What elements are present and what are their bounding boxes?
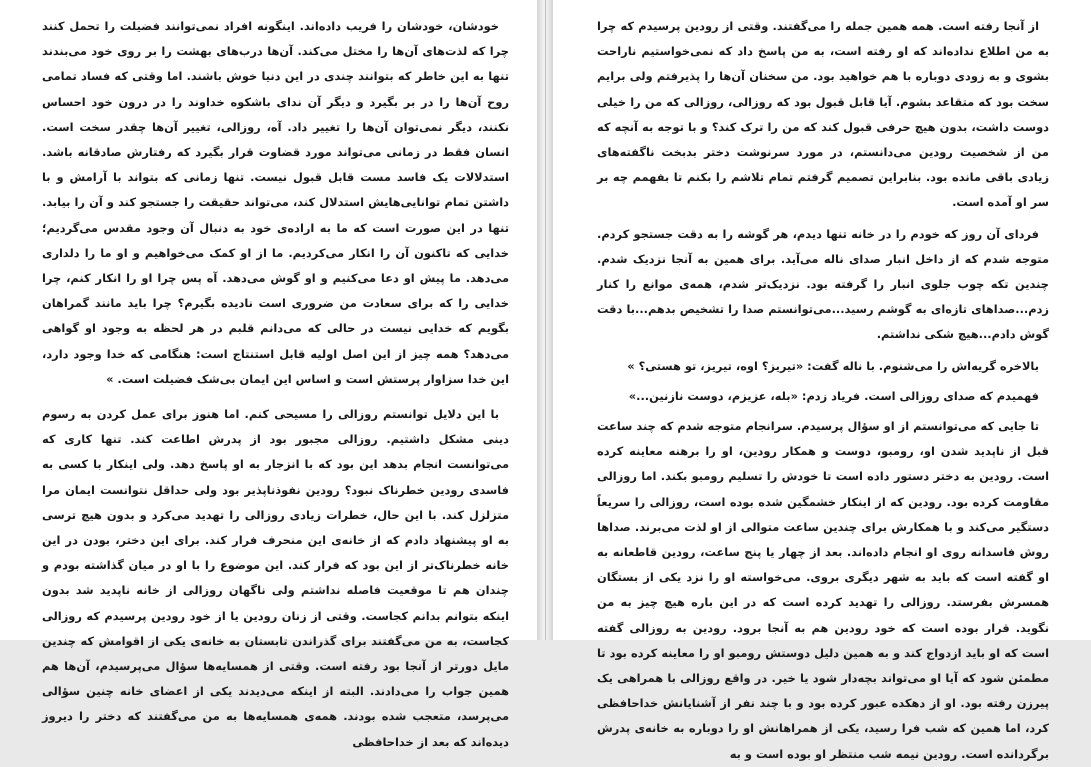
right-page bbox=[553, 0, 1091, 761]
right-paragraph-5: تا جایی که می‌توانستم از او سؤال پرسیدم. سرانجام متوجه شدم که چند ساعت قبل از ناپدید شدن او، رومبو، دوست و همکار رودین، او را برهنه معاینه کرده است. رودین به دختر دستور داده است تا خودش را تسلیم رومبو بکند. اما روزالی مقاومت کرده بود. رودین که از اینکار خشمگین شده بوده است، روزالی را سریعاً دستگیر می‌کند و با همکارش برای چندین ساعت متوالی از او لذت می‌برند. صداها روش فاسدانه روی او انجام داده‌اند. بعد از چهار یا پنج ساعت، رودین قاطعانه به او گفته است که باید به شهر دیگری بروی. می‌خواسته او را نزد یکی از بستگان همسرش بفرستد. روزالی را تهدید کرده است که در این باره هیچ چیز به من نگوید. قرار بوده است که خود رودین هم به آنجا برود. رودین به روزالی گفته است که او باید ازدواج کند و به همین دلیل دوستش رومبو او را معاینه کرده بود تا مطمئن شود که آیا او می‌تواند بچه‌دار شود یا خیر. در واقع روزالی با همراهی یک پیرزن رفته بود. او از دهکده عبور کرده بود و با چند نفر از آشنایانش خداحافظی کرد، اما همین که شب فرا رسید، یکی از همراهانش او را دوباره به خانه‌ی پدرش برگردانده است. رودین نیمه شب منتظر او بوده است و به bbox=[597, 419, 1049, 761]
right-paragraph-2: فردای آن روز که خودم را در خانه تنها دیدم، هر گوشه را به دقت جستجو کردم. متوجه شدم که از داخل انبار صدای ناله می‌آید. برای همین به آنجا نزدیک شدم. چندین تکه چوب جلوی انبار را گرفته بود. نزدیک‌تر شدم، همه‌ی موانع را کنار زدم...صداهای تازه‌ای به گوشم رسید...می‌توانستم صدا را تشخیص بدهم...با دقت گوش دادم...هیچ شکی نداشتم. bbox=[597, 226, 1049, 342]
right-paragraph-3: بالاخره گریه‌اش را می‌شنوم. با ناله گفت: «تیریز؟ اوه، تیریز، تو هستی؟ » bbox=[627, 358, 1039, 373]
left-page bbox=[0, 0, 537, 749]
left-paragraph-2: با این دلایل توانستم روزالی را مسیحی کنم. اما هنوز برای عمل کردن به رسوم دینی مشکل داشتیم. روزالی مجبور بود از پدرش اطاعت کند. تنها کاری که می‌توانست انجام بدهد این بود که با انزجار به او پاسخ دهد. ولی اینکار با کسی به فاسدی رودین خطرناک نبود؟ رودین نفوذناپذیر بود ولی حداقل نتوانست ایمان مرا متزلزل کند. با این حال، خطرات زیادی روزالی را تهدید می‌کرد و بدون هیچ ترسی به او پیشنهاد دادم که از خانه‌ی این منحرف فرار کند. برای این دختر، بودن در این خانه خطرناک‌تر از این بود که فرار کند. این موضوع را با او در میان گذاشته بودم و چندان هم تا موقعیت فاصله نداشتم ولی ناگهان روزالی از خانه ناپدید شد بدون اینکه بتوانم بدانم کجاست. وقتی از زنان رودین یا از خود رودین پرسیدم که روزالی کجاست، به من می‌گفتند برای گذراندن تابستان به خانه‌ی یکی از اقوامش که چندین مایل دورتر از آنجا بود رفته است. وقتی از همسایه‌ها سؤال می‌پرسیدم، آن‌ها هم همین جواب را می‌دادند. البته از اینکه می‌دیدند یکی از اعضای خانه چنین سؤالی می‌پرسد، متعجب شده بودند. همه‌ی همسایه‌ها به من می‌گفتند که دختر را دیروز دیده‌اند که بعد از خداحافظی bbox=[42, 407, 509, 749]
right-paragraph-1: از آنجا رفته است. همه همین جمله را می‌گفتند. وقتی از رودین پرسیدم که چرا به من اطلاع نداده‌اند که او رفته است، به من پاسخ داد که نمی‌خواستیم ناراحت بشوی و به زودی دوباره با هم خواهید بود. من سخنان آن‌ها را پذیرفتم ولی برایم سخت بود که متقاعد بشوم. آیا قابل قبول بود که روزالی، روزالی که من را خیلی دوست داشت، بدون هیچ حرفی قبول کند که من را ترک کند؟ و با توجه به آنچه که من از شخصیت رودین می‌دانستم، در مورد سرنوشت دختر بدبخت ناگفته‌های زیادی باقی مانده بود. بنابراین تصمیم گرفتم تمام تلاشم را بکنم تا بفهمم چه بر سر او آمده است. bbox=[597, 19, 1049, 210]
left-paragraph-1: خودشان، خودشان را فریب داده‌اند. اینگونه افراد نمی‌توانند فضیلت را تحمل کنند چرا که لذت‌های آن‌ها را مختل می‌کند. آن‌ها درب‌های بهشت را بر روی خود می‌بندند تنها به این خاطر که بتوانند چندی در این دنیا خوش باشند. اما وقتی که فساد تمامی روح آن‌ها را در بر بگیرد و دیگر آن ندای باشکوه خداوند را در درون خود احساس نکنند، دیگر نمی‌توان آن‌ها را تغییر داد. آه، روزالی، تغییر آن‌ها چقدر سخت است. انسان فقط در زمانی می‌تواند مورد قضاوت قرار بگیرد که رفتارش صادقانه باشد. استدلالات یک فاسد مست قابل قبول نیست. تنها زمانی که بتواند با آرامش و با داشتن تمام توانایی‌هایش استدلال کند، می‌تواند حقیقت را جستجو کند و آن را بیابد. تنها در این صورت است که ما به اراده‌ی خود به دنبال آن وجود مقدس می‌گردیم؛ خدایی که تاکنون آن را انکار می‌کردیم. ما از او کمک می‌خواهیم و او ما را دلداری می‌دهد. ما پیش او دعا می‌کنیم و او گوش می‌دهد. آه پس چرا او را انکار کنم، چرا خدایی را که برای سعادت من ضروری است نادیده بگیرم؟ چرا باید مانند گمراهان بگویم که خدایی نیست در حالی که می‌دانم قلبم در هر لحظه به وجود او گواهی می‌دهد؟ همه چیز از این اصل اولیه قابل استنتاج است: هنگامی که خدا وجود دارد، این خدا سزاوار پرستش است و اساس این ایمان بی‌شک فضیلت است. » bbox=[42, 19, 509, 386]
page-divider bbox=[545, 0, 546, 640]
right-paragraph-4: فهمیدم که صدای روزالی است. فریاد زدم: «بله، عزیزم، دوست نازنین...» bbox=[628, 388, 1039, 403]
